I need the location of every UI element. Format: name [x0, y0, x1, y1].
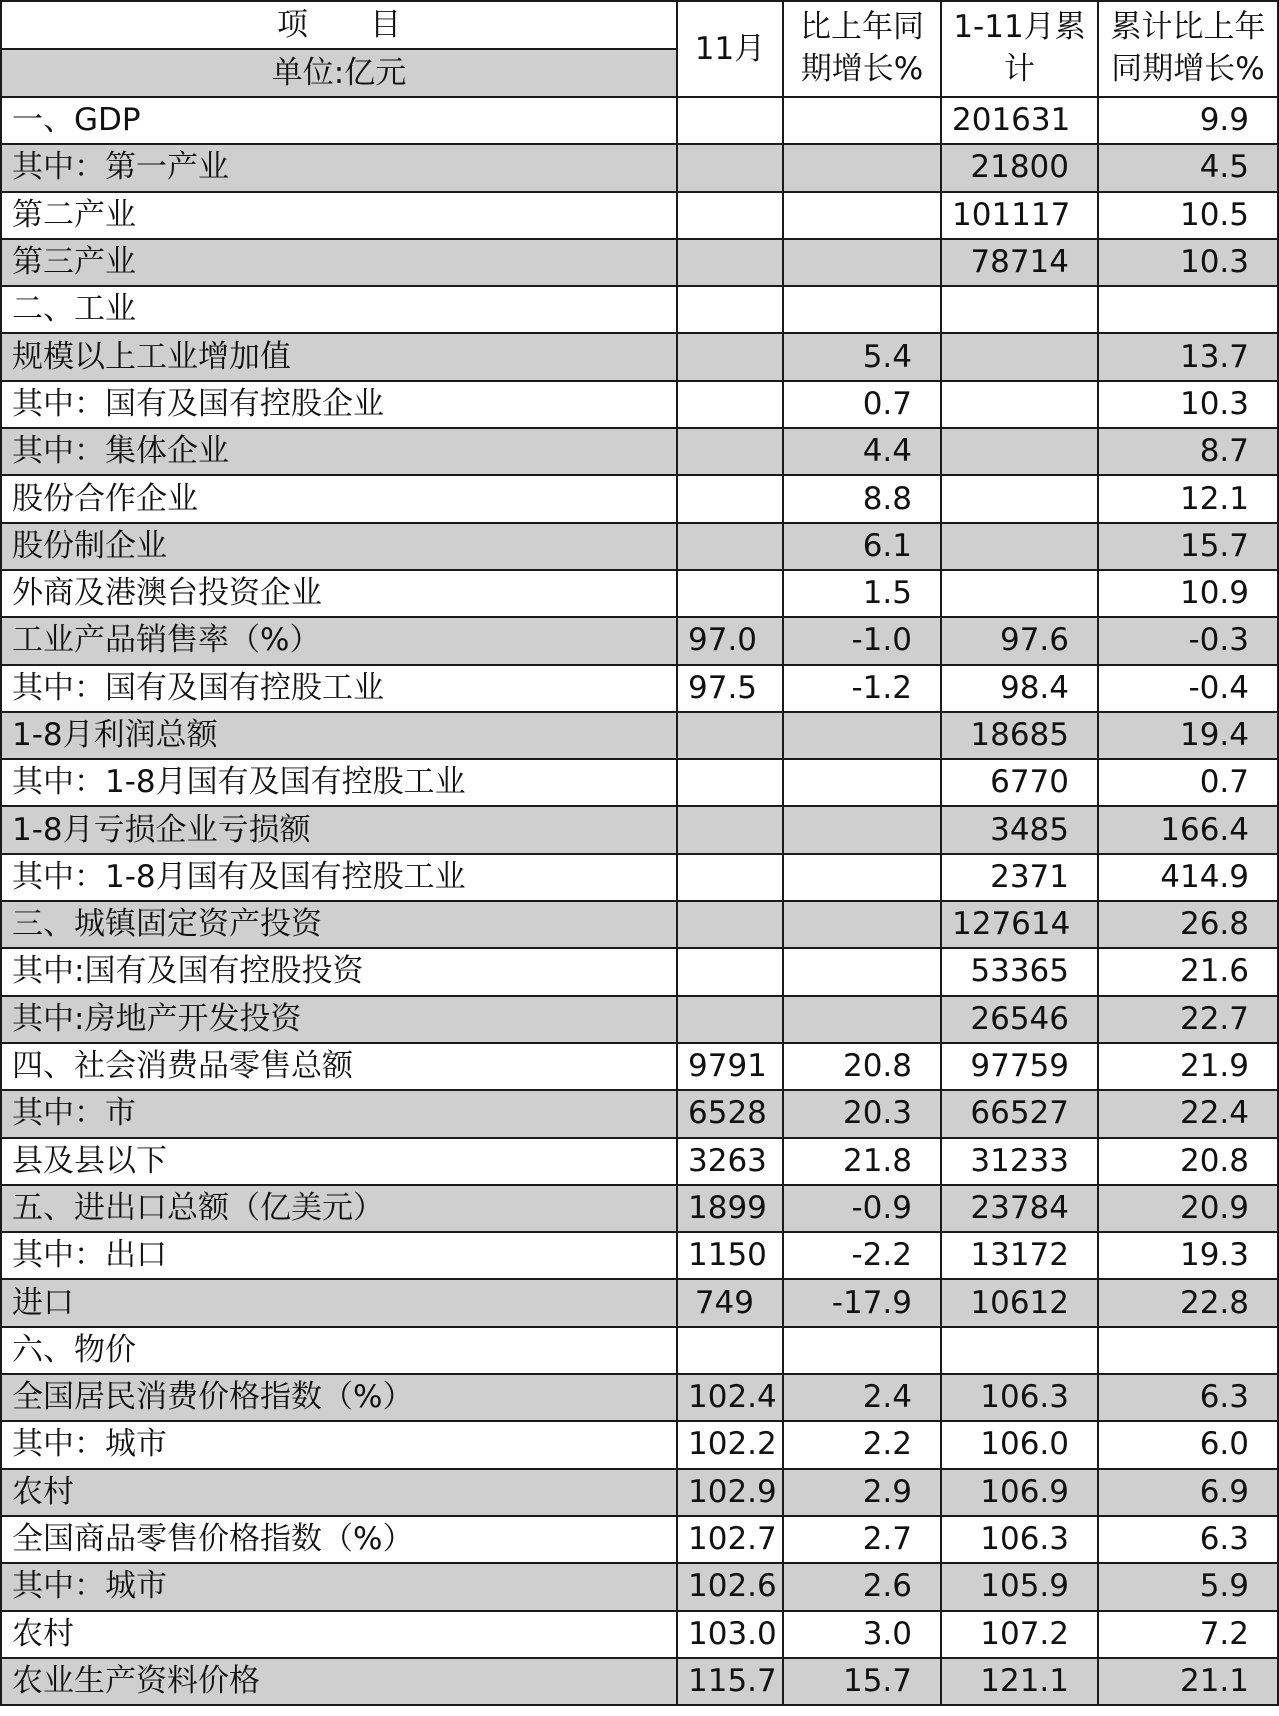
cell-cumulative-yoy-growth: 26.8	[1098, 901, 1278, 948]
cell-cumulative	[941, 286, 1098, 333]
cell-cumulative	[941, 381, 1098, 428]
cell-november	[677, 428, 783, 475]
cell-cumulative-yoy-growth: 6.0	[1098, 1421, 1278, 1468]
table-row	[1, 806, 1278, 853]
cell-november: 1150	[677, 1232, 783, 1279]
header-cumulative-yoy-growth: 累计比上年同期增长%	[1098, 1, 1278, 97]
table-row	[1, 1563, 1278, 1610]
cell-november: 97.5	[677, 665, 783, 712]
cell-cumulative: 23784	[941, 1185, 1098, 1232]
row-label: 其中：1-8月国有及国有控股工业	[1, 759, 677, 806]
row-label: 其中：国有及国有控股企业	[1, 381, 677, 428]
header-november: 11月	[677, 1, 783, 97]
cell-yoy-growth	[783, 192, 941, 239]
table-row	[1, 523, 1278, 570]
cell-november: 102.7	[677, 1516, 783, 1563]
cell-november: 3263	[677, 1138, 783, 1185]
table-row	[1, 1421, 1278, 1468]
cell-cumulative-yoy-growth: 22.7	[1098, 996, 1278, 1043]
cell-cumulative: 13172	[941, 1232, 1098, 1279]
row-label: 农业生产资料价格	[1, 1658, 677, 1705]
row-label: 县及县以下	[1, 1138, 677, 1185]
cell-cumulative: 107.2	[941, 1611, 1098, 1658]
cell-november: 6528	[677, 1090, 783, 1137]
row-label: 农村	[1, 1611, 677, 1658]
cell-cumulative-yoy-growth: 166.4	[1098, 806, 1278, 853]
table-row	[1, 144, 1278, 191]
row-label: 规模以上工业增加值	[1, 333, 677, 380]
cell-november	[677, 333, 783, 380]
cell-november	[677, 97, 783, 144]
cell-yoy-growth: -17.9	[783, 1279, 941, 1326]
cell-yoy-growth: -2.2	[783, 1232, 941, 1279]
table-row	[1, 1611, 1278, 1658]
cell-cumulative-yoy-growth	[1098, 286, 1278, 333]
table-row	[1, 381, 1278, 428]
cell-cumulative-yoy-growth: 10.9	[1098, 570, 1278, 617]
cell-november: 102.4	[677, 1374, 783, 1421]
table-row	[1, 901, 1278, 948]
row-label: 四、社会消费品零售总额	[1, 1043, 677, 1090]
row-label: 股份制企业	[1, 523, 677, 570]
row-label: 全国居民消费价格指数（%）	[1, 1374, 677, 1421]
cell-november: 102.6	[677, 1563, 783, 1610]
table-row	[1, 617, 1278, 664]
cell-cumulative-yoy-growth: 10.3	[1098, 381, 1278, 428]
cell-november: 9791	[677, 1043, 783, 1090]
row-label: 其中：1-8月国有及国有控股工业	[1, 854, 677, 901]
cell-cumulative: 97759	[941, 1043, 1098, 1090]
row-label: 六、物价	[1, 1327, 677, 1374]
table-row	[1, 759, 1278, 806]
table-row	[1, 1374, 1278, 1421]
row-label: 其中:房地产开发投资	[1, 996, 677, 1043]
cell-cumulative	[941, 1327, 1098, 1374]
cell-november	[677, 854, 783, 901]
cell-yoy-growth: -1.2	[783, 665, 941, 712]
cell-november: 103.0	[677, 1611, 783, 1658]
table-header	[1, 1, 1278, 97]
table-row	[1, 570, 1278, 617]
cell-yoy-growth: 2.4	[783, 1374, 941, 1421]
header-cumulative: 1-11月累 计	[941, 1, 1098, 97]
table-row	[1, 1279, 1278, 1326]
row-label: 全国商品零售价格指数（%）	[1, 1516, 677, 1563]
cell-yoy-growth: -1.0	[783, 617, 941, 664]
table-row	[1, 333, 1278, 380]
cell-november: 102.9	[677, 1469, 783, 1516]
cell-cumulative-yoy-growth: -0.3	[1098, 617, 1278, 664]
header-unit: 单位:亿元	[1, 49, 677, 97]
cell-cumulative-yoy-growth: 10.5	[1098, 192, 1278, 239]
cell-november: 102.2	[677, 1421, 783, 1468]
cell-november	[677, 239, 783, 286]
cell-cumulative: 121.1	[941, 1658, 1098, 1705]
table-row	[1, 475, 1278, 522]
cell-cumulative-yoy-growth: 22.8	[1098, 1279, 1278, 1326]
table-row	[1, 1327, 1278, 1374]
cell-yoy-growth: 0.7	[783, 381, 941, 428]
cell-yoy-growth: 20.3	[783, 1090, 941, 1137]
table-row	[1, 948, 1278, 995]
cell-cumulative-yoy-growth: 13.7	[1098, 333, 1278, 380]
cell-november: 1899	[677, 1185, 783, 1232]
row-label: 其中：国有及国有控股工业	[1, 665, 677, 712]
cell-cumulative-yoy-growth: -0.4	[1098, 665, 1278, 712]
cell-november	[677, 523, 783, 570]
cell-cumulative: 66527	[941, 1090, 1098, 1137]
cell-cumulative: 106.9	[941, 1469, 1098, 1516]
cell-cumulative-yoy-growth: 22.4	[1098, 1090, 1278, 1137]
table-row	[1, 1232, 1278, 1279]
cell-cumulative-yoy-growth: 6.3	[1098, 1374, 1278, 1421]
cell-cumulative-yoy-growth: 7.2	[1098, 1611, 1278, 1658]
row-label: 其中：城市	[1, 1421, 677, 1468]
table-row	[1, 97, 1278, 144]
cell-cumulative-yoy-growth: 20.8	[1098, 1138, 1278, 1185]
cell-november	[677, 381, 783, 428]
cell-cumulative-yoy-growth: 20.9	[1098, 1185, 1278, 1232]
table-row	[1, 1138, 1278, 1185]
cell-cumulative: 98.4	[941, 665, 1098, 712]
cell-cumulative: 106.0	[941, 1421, 1098, 1468]
cell-cumulative-yoy-growth: 9.9	[1098, 97, 1278, 144]
row-label: 二、工业	[1, 286, 677, 333]
cell-november: 115.7	[677, 1658, 783, 1705]
table-row	[1, 239, 1278, 286]
cell-yoy-growth	[783, 996, 941, 1043]
cell-november	[677, 759, 783, 806]
cell-cumulative	[941, 523, 1098, 570]
cell-yoy-growth: 20.8	[783, 1043, 941, 1090]
cell-cumulative: 3485	[941, 806, 1098, 853]
row-label: 其中:国有及国有控股投资	[1, 948, 677, 995]
row-label: 三、城镇固定资产投资	[1, 901, 677, 948]
cell-november	[677, 192, 783, 239]
cell-cumulative-yoy-growth: 10.3	[1098, 239, 1278, 286]
cell-november	[677, 996, 783, 1043]
cell-cumulative	[941, 428, 1098, 475]
cell-november	[677, 1327, 783, 1374]
table-row	[1, 1516, 1278, 1563]
cell-cumulative-yoy-growth: 6.3	[1098, 1516, 1278, 1563]
cell-november	[677, 901, 783, 948]
cell-yoy-growth: 2.2	[783, 1421, 941, 1468]
cell-november	[677, 948, 783, 995]
row-label: 股份合作企业	[1, 475, 677, 522]
cell-cumulative: 10612	[941, 1279, 1098, 1326]
cell-yoy-growth	[783, 901, 941, 948]
cell-yoy-growth	[783, 97, 941, 144]
cell-cumulative-yoy-growth: 12.1	[1098, 475, 1278, 522]
cell-cumulative-yoy-growth: 8.7	[1098, 428, 1278, 475]
row-label: 1-8月亏损企业亏损额	[1, 806, 677, 853]
cell-yoy-growth	[783, 1327, 941, 1374]
cell-yoy-growth	[783, 144, 941, 191]
header-item: 项 目	[1, 1, 677, 49]
cell-cumulative: 127614	[941, 901, 1098, 948]
cell-yoy-growth	[783, 854, 941, 901]
table-row	[1, 665, 1278, 712]
cell-cumulative: 106.3	[941, 1516, 1098, 1563]
cell-yoy-growth	[783, 948, 941, 995]
cell-yoy-growth: -0.9	[783, 1185, 941, 1232]
table-row	[1, 996, 1278, 1043]
cell-cumulative-yoy-growth: 0.7	[1098, 759, 1278, 806]
cell-yoy-growth: 15.7	[783, 1658, 941, 1705]
row-label: 外商及港澳台投资企业	[1, 570, 677, 617]
cell-cumulative-yoy-growth: 6.9	[1098, 1469, 1278, 1516]
table-row	[1, 712, 1278, 759]
cell-cumulative-yoy-growth	[1098, 1327, 1278, 1374]
cell-cumulative: 97.6	[941, 617, 1098, 664]
row-label: 进口	[1, 1279, 677, 1326]
cell-cumulative-yoy-growth: 4.5	[1098, 144, 1278, 191]
table-row	[1, 286, 1278, 333]
row-label: 其中：出口	[1, 1232, 677, 1279]
cell-yoy-growth: 4.4	[783, 428, 941, 475]
cell-yoy-growth	[783, 712, 941, 759]
cell-november	[677, 570, 783, 617]
table-row	[1, 192, 1278, 239]
cell-yoy-growth	[783, 806, 941, 853]
cell-cumulative-yoy-growth: 21.9	[1098, 1043, 1278, 1090]
row-label: 其中：集体企业	[1, 428, 677, 475]
cell-cumulative-yoy-growth: 21.6	[1098, 948, 1278, 995]
cell-cumulative: 18685	[941, 712, 1098, 759]
cell-cumulative-yoy-growth: 15.7	[1098, 523, 1278, 570]
cell-cumulative	[941, 333, 1098, 380]
cell-cumulative: 53365	[941, 948, 1098, 995]
header-yoy-growth: 比上年同期增长%	[783, 1, 941, 97]
cell-yoy-growth	[783, 759, 941, 806]
cell-cumulative: 26546	[941, 996, 1098, 1043]
cell-november	[677, 475, 783, 522]
cell-november: 97.0	[677, 617, 783, 664]
cell-yoy-growth: 1.5	[783, 570, 941, 617]
cell-november: 749	[677, 1279, 783, 1326]
cell-yoy-growth: 5.4	[783, 333, 941, 380]
cell-cumulative-yoy-growth: 5.9	[1098, 1563, 1278, 1610]
row-label: 农村	[1, 1469, 677, 1516]
table-row	[1, 428, 1278, 475]
cell-cumulative: 101117	[941, 192, 1098, 239]
table-row	[1, 854, 1278, 901]
cell-cumulative: 21800	[941, 144, 1098, 191]
table-row	[1, 1185, 1278, 1232]
cell-cumulative: 2371	[941, 854, 1098, 901]
row-label: 其中：市	[1, 1090, 677, 1137]
cell-cumulative: 201631	[941, 97, 1098, 144]
cell-yoy-growth	[783, 286, 941, 333]
cell-cumulative: 106.3	[941, 1374, 1098, 1421]
cell-yoy-growth: 8.8	[783, 475, 941, 522]
table-row	[1, 1090, 1278, 1137]
cell-november	[677, 144, 783, 191]
cell-cumulative-yoy-growth: 21.1	[1098, 1658, 1278, 1705]
cell-yoy-growth: 2.7	[783, 1516, 941, 1563]
cell-yoy-growth: 21.8	[783, 1138, 941, 1185]
cell-cumulative: 105.9	[941, 1563, 1098, 1610]
cell-cumulative-yoy-growth: 19.4	[1098, 712, 1278, 759]
row-label: 工业产品销售率（%）	[1, 617, 677, 664]
table-row	[1, 1469, 1278, 1516]
row-label: 第三产业	[1, 239, 677, 286]
cell-november	[677, 806, 783, 853]
cell-cumulative	[941, 475, 1098, 522]
cell-cumulative: 78714	[941, 239, 1098, 286]
cell-yoy-growth: 2.9	[783, 1469, 941, 1516]
row-label: 1-8月利润总额	[1, 712, 677, 759]
cell-yoy-growth: 6.1	[783, 523, 941, 570]
cell-november	[677, 286, 783, 333]
cell-cumulative	[941, 570, 1098, 617]
cell-cumulative-yoy-growth: 19.3	[1098, 1232, 1278, 1279]
row-label: 一、GDP	[1, 97, 677, 144]
table-row	[1, 1658, 1278, 1705]
cell-yoy-growth	[783, 239, 941, 286]
row-label: 五、进出口总额（亿美元）	[1, 1185, 677, 1232]
row-label: 其中：城市	[1, 1563, 677, 1610]
row-label: 第二产业	[1, 192, 677, 239]
cell-cumulative-yoy-growth: 414.9	[1098, 854, 1278, 901]
table-body	[1, 97, 1278, 1705]
row-label: 其中：第一产业	[1, 144, 677, 191]
cell-november	[677, 712, 783, 759]
table-row	[1, 1043, 1278, 1090]
cell-cumulative: 6770	[941, 759, 1098, 806]
cell-yoy-growth: 3.0	[783, 1611, 941, 1658]
cell-yoy-growth: 2.6	[783, 1563, 941, 1610]
cell-cumulative: 31233	[941, 1138, 1098, 1185]
